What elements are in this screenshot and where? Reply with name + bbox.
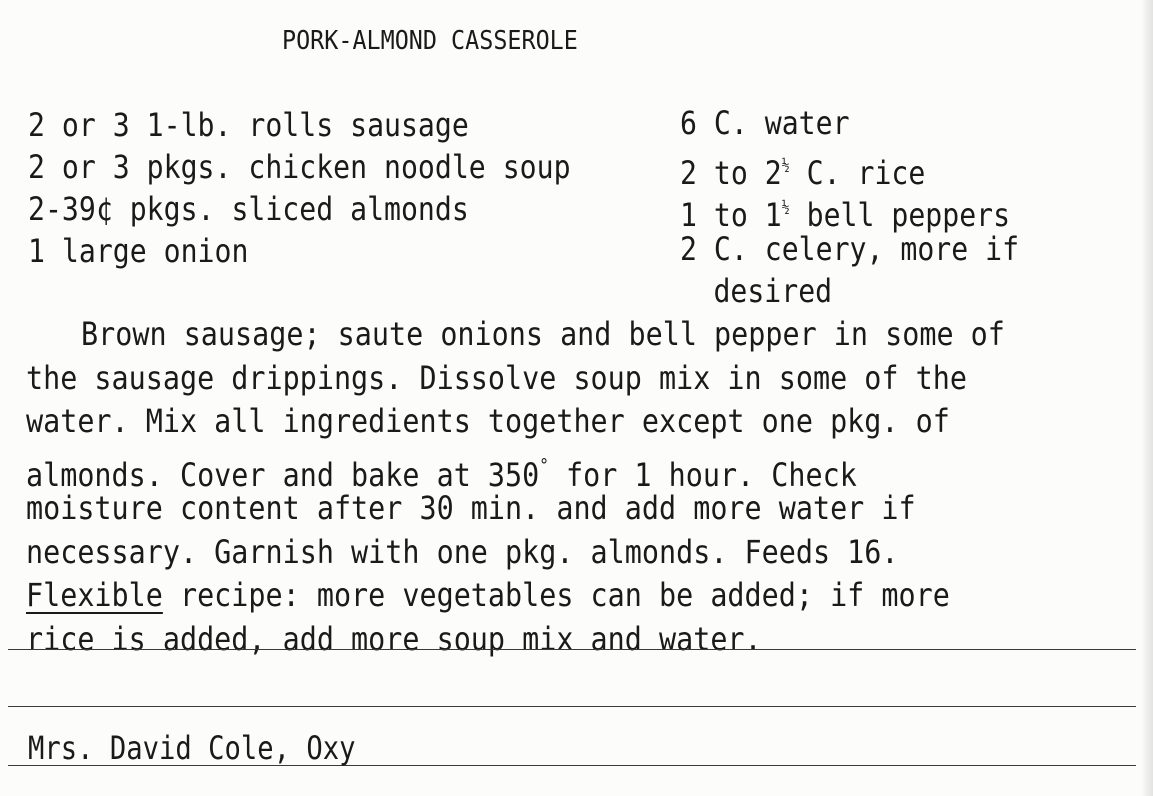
directions-line: water. Mix all ingredients together except one pkg. of	[26, 402, 950, 440]
ingredient-item: 2 or 3 pkgs. chicken noodle soup	[28, 148, 571, 186]
ingredient-item: 2-39¢ pkgs. sliced almonds	[28, 190, 469, 228]
directions-text: for 1 hour. Check	[548, 455, 857, 494]
directions-line: rice is added, add more soup mix and water.	[26, 619, 762, 658]
ingredient-item: 1 large onion	[28, 232, 249, 270]
ingredient-text: 1 to 1	[680, 196, 782, 234]
ingredient-item: 6 C. water	[680, 104, 850, 142]
directions-line	[26, 444, 1127, 494]
directions-line	[26, 574, 1127, 618]
ingredients-left-column	[28, 104, 571, 272]
fraction-half: ½	[781, 198, 790, 216]
directions-line: moisture content after 30 min. and add more water if	[26, 489, 916, 527]
fraction-half: ½	[781, 156, 790, 174]
directions-text: almonds. Cover and bake at 350	[26, 455, 540, 494]
recipe-signature: Mrs. David Cole, Oxy	[28, 729, 356, 767]
ingredient-item	[680, 144, 1019, 192]
ruled-line	[8, 706, 1136, 707]
ruled-line	[8, 649, 1136, 650]
ingredient-text: C. rice	[789, 154, 926, 192]
recipe-directions	[26, 313, 1127, 661]
directions-line: Brown sausage; saute onions and bell pepper in some of	[81, 315, 1005, 353]
directions-text: recipe: more vegetables can be added; if more	[162, 576, 950, 614]
ingredient-item-continued: desired	[713, 272, 833, 310]
recipe-title: PORK-ALMOND CASSEROLE	[282, 26, 578, 56]
card-edge-shadow	[1141, 0, 1153, 796]
emphasized-word: Flexible	[26, 576, 163, 614]
ingredient-item: 2 or 3 1-lb. rolls sausage	[28, 106, 469, 144]
ingredient-text: bell peppers	[789, 196, 1011, 234]
directions-line: the sausage drippings. Dissolve soup mix in some of the	[26, 358, 967, 397]
ingredient-text: 2 to 2	[680, 154, 782, 192]
directions-line: necessary. Garnish with one pkg. almonds. Feeds 16.	[26, 532, 899, 571]
ingredients-right-column	[680, 102, 1019, 312]
degree-symbol: °	[539, 454, 549, 476]
ingredient-item	[680, 186, 1019, 234]
ingredient-item: 2 C. celery, more if	[680, 230, 1020, 268]
